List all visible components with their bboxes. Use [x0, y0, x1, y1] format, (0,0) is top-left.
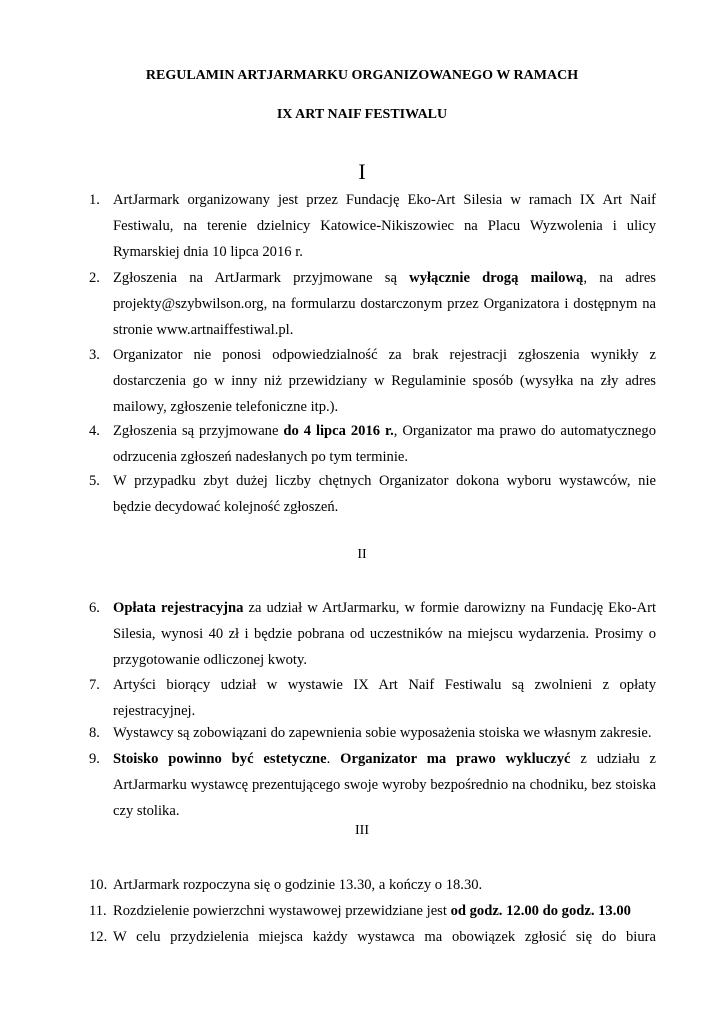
item-text: ArtJarmark organizowany jest przez Fundację Eko-Art Silesia w ramach IX Art Naif Festiwalu, na terenie dzielnicy Katowice-Nikiszowiec na Placu Wyzwolenia i ulicy Rymarskiej dnia 10 lipca 2016 r. — [113, 192, 656, 260]
item-number: 8. — [89, 725, 100, 741]
item-number: 4. — [89, 423, 100, 439]
item-text — [113, 898, 656, 924]
item-text-part: Zgłoszenia są przyjmowane — [113, 423, 284, 439]
list-item — [89, 342, 656, 420]
item-text: Organizator nie ponosi odpowiedzialność za brak rejestracji zgłoszenia wynikły z dostarczenia go w inny niż przewidziany w Regulaminie sposób (wysyłka na zły adres mailowy, zgłoszenie telefoniczne itp.). — [113, 347, 656, 415]
item-number: 3. — [89, 347, 100, 363]
section-heading-1: I — [358, 159, 366, 184]
item-text-bold: wyłącznie drogą mailową — [409, 270, 584, 286]
item-number: 5. — [89, 473, 100, 489]
item-text-bold: Stoisko powinno być estetyczne — [113, 751, 327, 767]
list-item — [89, 595, 656, 673]
list-item — [89, 672, 656, 724]
item-text-part: Rozdzielenie powierzchni wystawowej przewidziane jest — [113, 903, 451, 919]
section-heading-3: III — [355, 823, 369, 838]
item-number: 10. — [89, 877, 108, 893]
item-number: 6. — [89, 600, 100, 616]
section-heading-2: II — [357, 547, 367, 562]
item-text-bold: od godz. 12.00 do godz. 13.00 — [450, 903, 631, 919]
list-item — [89, 468, 656, 520]
document-title-line-1: REGULAMIN ARTJARMARKU ORGANIZOWANEGO W RAMACH — [145, 68, 579, 83]
item-text — [113, 418, 656, 470]
item-text-part: , Organizator ma prawo do automatycznego odrzucenia zgłoszeń nadesłanych po tym terminie. — [113, 423, 657, 465]
list-item — [89, 720, 656, 746]
item-text — [113, 595, 656, 673]
item-text-part: za udział w ArtJarmarku, w formie darowizny na Fundację Eko-Art Silesia, wynosi 40 zł i będzie pobrana od uczestników na miejscu wydarzenia. Prosimy o przygotowanie odliczonej kwoty. — [113, 600, 656, 668]
list-item — [89, 418, 656, 470]
item-text-part: . — [326, 751, 341, 767]
list-item — [89, 746, 656, 824]
item-number: 12. — [89, 929, 108, 945]
item-text: Artyści biorący udział w wystawie IX Art Naif Festiwalu są zwolnieni z opłaty rejestracyjnej. — [113, 677, 656, 719]
list-item — [89, 872, 656, 898]
item-number: 7. — [89, 677, 100, 693]
item-text — [113, 746, 656, 824]
item-text-part: Zgłoszenia na ArtJarmark przyjmowane są — [113, 270, 410, 286]
list-item — [89, 187, 656, 265]
item-text — [113, 265, 656, 343]
item-text-part: , na adres projekty@szybwilson.org, na formularzu dostarczonym przez Organizatora i dostępnym na stronie www.artnaiffestiwal.pl. — [113, 270, 656, 338]
item-number: 11. — [89, 903, 107, 919]
item-number: 1. — [89, 192, 100, 208]
list-item — [89, 265, 656, 343]
item-number: 9. — [89, 751, 100, 767]
document-title-line-2: IX ART NAIF FESTIWALU — [276, 107, 448, 122]
item-text-bold: do 4 lipca 2016 r. — [283, 423, 394, 439]
item-text: Wystawcy są zobowiązani do zapewnienia sobie wyposażenia stoiska we własnym zakresie. — [113, 725, 652, 741]
item-text: ArtJarmark rozpoczyna się o godzinie 13.30, a kończy o 18.30. — [113, 877, 483, 893]
item-text: W celu przydzielenia miejsca każdy wystawca ma obowiązek zgłosić się do biura — [113, 929, 656, 945]
list-item — [89, 898, 656, 924]
item-text-part: z udziału z ArtJarmarku wystawcę prezentującego swoje wyroby bezpośrednio na chodniku, bez stoiska czy stolika. — [113, 751, 657, 819]
list-item — [89, 924, 656, 950]
item-text-bold: Organizator ma prawo wykluczyć — [340, 751, 571, 767]
item-text-bold: Opłata rejestracyjna — [113, 600, 244, 616]
item-number: 2. — [89, 270, 100, 286]
item-text: W przypadku zbyt dużej liczby chętnych Organizator dokona wyboru wystawców, nie będzie decydować kolejność zgłoszeń. — [113, 473, 656, 515]
